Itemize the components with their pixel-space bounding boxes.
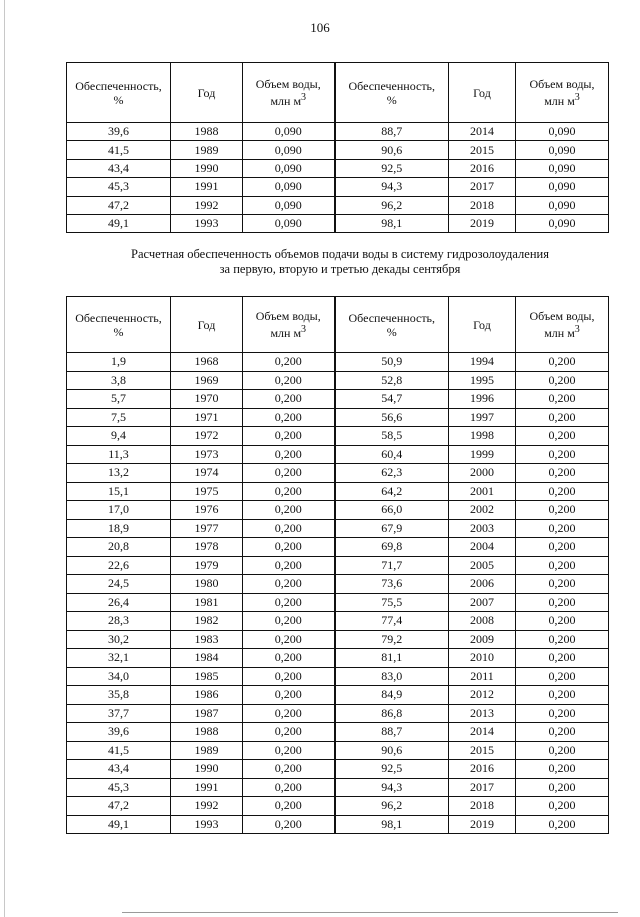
cell-year: 1997 <box>449 408 516 427</box>
cell-year: 2013 <box>449 704 516 723</box>
cell-year: 1989 <box>171 141 243 159</box>
cell-year: 2010 <box>449 649 516 668</box>
cell-security: 98,1 <box>335 815 449 834</box>
cell-year: 1991 <box>171 178 243 196</box>
cell-volume: 0,200 <box>243 612 335 631</box>
cell-volume: 0,200 <box>243 704 335 723</box>
cell-security: 90,6 <box>335 141 449 159</box>
table-row <box>67 408 609 427</box>
cell-year: 2012 <box>449 686 516 705</box>
header-volume: Объем воды, млн $м^3$ <box>516 297 609 353</box>
cell-year: 1979 <box>171 556 243 575</box>
cell-security: 98,1 <box>335 214 449 232</box>
table-row <box>67 141 609 159</box>
cell-volume: 0,200 <box>516 686 609 705</box>
cell-year: 1990 <box>171 159 243 177</box>
cell-security: 49,1 <box>67 815 171 834</box>
cell-security: 94,3 <box>335 178 449 196</box>
cell-volume: 0,200 <box>243 686 335 705</box>
cell-volume: 0,200 <box>243 760 335 779</box>
cell-volume: 0,200 <box>243 371 335 390</box>
cell-volume: 0,200 <box>516 630 609 649</box>
header-year: Год <box>449 297 516 353</box>
cell-volume: 0,200 <box>516 612 609 631</box>
cell-year: 2007 <box>449 593 516 612</box>
cell-volume: 0,200 <box>243 723 335 742</box>
cell-volume: 0,200 <box>516 538 609 557</box>
caption-line: за первую, вторую и третью декады сентября <box>219 262 461 276</box>
table-row <box>67 612 609 631</box>
cell-security: 47,2 <box>67 196 171 214</box>
cell-year: 2004 <box>449 538 516 557</box>
cell-volume: 0,090 <box>516 141 609 159</box>
cell-volume: 0,200 <box>516 797 609 816</box>
cell-security: 35,8 <box>67 686 171 705</box>
table-row <box>67 390 609 409</box>
cell-year: 1995 <box>449 371 516 390</box>
cell-security: 5,7 <box>67 390 171 409</box>
table-body <box>67 123 609 233</box>
table-row <box>67 593 609 612</box>
cell-year: 1969 <box>171 371 243 390</box>
header-volume: Объем воды, млн $м^3$ <box>243 63 335 123</box>
cell-volume: 0,200 <box>516 519 609 538</box>
cell-security: 75,5 <box>335 593 449 612</box>
cell-volume: 0,200 <box>516 556 609 575</box>
table-row <box>67 575 609 594</box>
header-year: Год <box>171 63 243 123</box>
header-volume: Объем воды, млн $м^3$ <box>516 63 609 123</box>
cell-volume: 0,200 <box>516 723 609 742</box>
cell-security: 20,8 <box>67 538 171 557</box>
table-row <box>67 741 609 760</box>
cell-year: 1981 <box>171 593 243 612</box>
cell-year: 2015 <box>449 141 516 159</box>
cell-volume: 0,200 <box>243 482 335 501</box>
cell-volume: 0,090 <box>516 196 609 214</box>
cell-year: 1984 <box>171 649 243 668</box>
table-row <box>67 371 609 390</box>
cell-volume: 0,200 <box>516 593 609 612</box>
cell-year: 1970 <box>171 390 243 409</box>
cell-volume: 0,090 <box>516 159 609 177</box>
cell-year: 1988 <box>171 123 243 141</box>
cell-security: 43,4 <box>67 159 171 177</box>
cell-volume: 0,200 <box>243 353 335 372</box>
cell-volume: 0,200 <box>243 408 335 427</box>
cell-volume: 0,090 <box>516 178 609 196</box>
cell-security: 79,2 <box>335 630 449 649</box>
supply-table-1 <box>66 62 609 233</box>
cell-security: 60,4 <box>335 445 449 464</box>
cell-volume: 0,200 <box>243 593 335 612</box>
cell-volume: 0,200 <box>243 630 335 649</box>
cell-security: 88,7 <box>335 723 449 742</box>
cell-year: 2016 <box>449 760 516 779</box>
table-row <box>67 519 609 538</box>
table-row <box>67 353 609 372</box>
cell-year: 1977 <box>171 519 243 538</box>
cell-security: 58,5 <box>335 427 449 446</box>
cell-security: 83,0 <box>335 667 449 686</box>
cell-volume: 0,090 <box>243 214 335 232</box>
cell-security: 92,5 <box>335 159 449 177</box>
table-body <box>67 353 609 834</box>
cell-volume: 0,200 <box>516 704 609 723</box>
cell-year: 2018 <box>449 797 516 816</box>
cell-volume: 0,200 <box>516 353 609 372</box>
cell-security: 54,7 <box>335 390 449 409</box>
table-row <box>67 501 609 520</box>
cell-security: 39,6 <box>67 723 171 742</box>
cell-volume: 0,200 <box>516 464 609 483</box>
cell-security: 39,6 <box>67 123 171 141</box>
table-row <box>67 482 609 501</box>
cell-security: 22,6 <box>67 556 171 575</box>
cell-year: 1990 <box>171 760 243 779</box>
cell-volume: 0,200 <box>243 427 335 446</box>
cell-year: 2014 <box>449 723 516 742</box>
table-row <box>67 778 609 797</box>
cell-volume: 0,200 <box>516 741 609 760</box>
table-row <box>67 445 609 464</box>
cell-volume: 0,200 <box>243 741 335 760</box>
table-row <box>67 196 609 214</box>
cell-year: 2014 <box>449 123 516 141</box>
cell-security: 56,6 <box>335 408 449 427</box>
header-security: Обеспеченность, % <box>67 63 171 123</box>
cell-year: 1989 <box>171 741 243 760</box>
cell-year: 1992 <box>171 797 243 816</box>
cell-security: 62,3 <box>335 464 449 483</box>
cell-security: 45,3 <box>67 778 171 797</box>
cell-volume: 0,200 <box>243 501 335 520</box>
cell-security: 32,1 <box>67 649 171 668</box>
caption-line: Расчетная обеспеченность объемов подачи воды в систему гидрозолоудаления <box>131 247 549 261</box>
cell-volume: 0,200 <box>516 371 609 390</box>
cell-year: 1994 <box>449 353 516 372</box>
cell-security: 45,3 <box>67 178 171 196</box>
cell-security: 43,4 <box>67 760 171 779</box>
scan-edge-bottom <box>122 912 618 913</box>
cell-security: 9,4 <box>67 427 171 446</box>
cell-security: 13,2 <box>67 464 171 483</box>
cell-volume: 0,090 <box>243 196 335 214</box>
cell-volume: 0,200 <box>516 778 609 797</box>
cell-year: 1971 <box>171 408 243 427</box>
cell-year: 1986 <box>171 686 243 705</box>
cell-security: 86,8 <box>335 704 449 723</box>
table-row <box>67 686 609 705</box>
cell-year: 1975 <box>171 482 243 501</box>
cell-year: 1988 <box>171 723 243 742</box>
cell-security: 24,5 <box>67 575 171 594</box>
table-header-row <box>67 297 609 353</box>
cell-year: 1993 <box>171 815 243 834</box>
cell-volume: 0,200 <box>243 445 335 464</box>
cell-year: 1968 <box>171 353 243 372</box>
cell-year: 2017 <box>449 778 516 797</box>
cell-volume: 0,200 <box>243 797 335 816</box>
cell-year: 1993 <box>171 214 243 232</box>
cell-security: 84,9 <box>335 686 449 705</box>
table-row <box>67 123 609 141</box>
cell-security: 7,5 <box>67 408 171 427</box>
cell-security: 17,0 <box>67 501 171 520</box>
cell-security: 11,3 <box>67 445 171 464</box>
table-row <box>67 538 609 557</box>
cell-security: 28,3 <box>67 612 171 631</box>
cell-year: 2005 <box>449 556 516 575</box>
cell-year: 2019 <box>449 815 516 834</box>
cell-volume: 0,200 <box>243 575 335 594</box>
cell-security: 47,2 <box>67 797 171 816</box>
cell-volume: 0,200 <box>516 501 609 520</box>
cell-security: 34,0 <box>67 667 171 686</box>
table-row <box>67 797 609 816</box>
cell-volume: 0,200 <box>243 390 335 409</box>
cell-security: 37,7 <box>67 704 171 723</box>
cell-security: 41,5 <box>67 741 171 760</box>
cell-volume: 0,200 <box>516 390 609 409</box>
cell-year: 2000 <box>449 464 516 483</box>
cell-volume: 0,200 <box>516 815 609 834</box>
cell-volume: 0,200 <box>516 482 609 501</box>
cell-volume: 0,200 <box>516 427 609 446</box>
cell-security: 64,2 <box>335 482 449 501</box>
cell-security: 1,9 <box>67 353 171 372</box>
cell-volume: 0,090 <box>516 214 609 232</box>
cell-security: 3,8 <box>67 371 171 390</box>
cell-volume: 0,200 <box>243 778 335 797</box>
cell-year: 1991 <box>171 778 243 797</box>
cell-year: 2011 <box>449 667 516 686</box>
cell-volume: 0,200 <box>243 464 335 483</box>
header-security: Обеспеченность, % <box>67 297 171 353</box>
cell-security: 18,9 <box>67 519 171 538</box>
cell-volume: 0,090 <box>243 123 335 141</box>
cell-security: 73,6 <box>335 575 449 594</box>
cell-year: 2003 <box>449 519 516 538</box>
cell-volume: 0,090 <box>243 178 335 196</box>
cell-year: 2002 <box>449 501 516 520</box>
cell-year: 1972 <box>171 427 243 446</box>
table-row <box>67 464 609 483</box>
supply-table-2 <box>66 296 609 834</box>
table-row <box>67 178 609 196</box>
table-header-row <box>67 63 609 123</box>
cell-security: 96,2 <box>335 196 449 214</box>
cell-volume: 0,200 <box>516 408 609 427</box>
cell-year: 1998 <box>449 427 516 446</box>
table-row <box>67 556 609 575</box>
cell-year: 1982 <box>171 612 243 631</box>
table-row <box>67 667 609 686</box>
cell-year: 1974 <box>171 464 243 483</box>
cell-volume: 0,200 <box>516 575 609 594</box>
cell-volume: 0,200 <box>243 538 335 557</box>
cell-volume: 0,200 <box>243 649 335 668</box>
table-row <box>67 649 609 668</box>
cell-volume: 0,090 <box>243 141 335 159</box>
cell-year: 1999 <box>449 445 516 464</box>
cell-security: 92,5 <box>335 760 449 779</box>
cell-volume: 0,200 <box>516 649 609 668</box>
header-security: Обеспеченность, % <box>335 297 449 353</box>
cell-security: 81,1 <box>335 649 449 668</box>
cell-year: 2018 <box>449 196 516 214</box>
cell-year: 1987 <box>171 704 243 723</box>
cell-year: 2009 <box>449 630 516 649</box>
cell-year: 2006 <box>449 575 516 594</box>
cell-volume: 0,200 <box>243 815 335 834</box>
cell-security: 96,2 <box>335 797 449 816</box>
cell-security: 71,7 <box>335 556 449 575</box>
cell-year: 2015 <box>449 741 516 760</box>
cell-year: 1980 <box>171 575 243 594</box>
table-row <box>67 214 609 232</box>
page-number: 106 <box>310 20 330 35</box>
cell-volume: 0,200 <box>243 519 335 538</box>
cell-security: 52,8 <box>335 371 449 390</box>
cell-security: 50,9 <box>335 353 449 372</box>
table-row <box>67 704 609 723</box>
table-row <box>67 159 609 177</box>
cell-security: 90,6 <box>335 741 449 760</box>
cell-security: 66,0 <box>335 501 449 520</box>
cell-volume: 0,090 <box>243 159 335 177</box>
table-row <box>67 427 609 446</box>
cell-year: 1992 <box>171 196 243 214</box>
cell-year: 1983 <box>171 630 243 649</box>
cell-security: 49,1 <box>67 214 171 232</box>
cell-year: 2019 <box>449 214 516 232</box>
table-caption <box>80 247 600 277</box>
cell-security: 41,5 <box>67 141 171 159</box>
cell-volume: 0,200 <box>516 667 609 686</box>
cell-year: 1978 <box>171 538 243 557</box>
cell-volume: 0,090 <box>516 123 609 141</box>
cell-security: 26,4 <box>67 593 171 612</box>
cell-volume: 0,200 <box>243 667 335 686</box>
header-year: Год <box>449 63 516 123</box>
table-row <box>67 815 609 834</box>
table-row <box>67 723 609 742</box>
table-row <box>67 630 609 649</box>
cell-volume: 0,200 <box>516 445 609 464</box>
table-row <box>67 760 609 779</box>
cell-year: 2016 <box>449 159 516 177</box>
cell-year: 1985 <box>171 667 243 686</box>
header-volume: Объем воды, млн $м^3$ <box>243 297 335 353</box>
cell-security: 15,1 <box>67 482 171 501</box>
header-year: Год <box>171 297 243 353</box>
cell-year: 1976 <box>171 501 243 520</box>
cell-year: 2008 <box>449 612 516 631</box>
cell-security: 69,8 <box>335 538 449 557</box>
cell-security: 67,9 <box>335 519 449 538</box>
cell-year: 2017 <box>449 178 516 196</box>
cell-year: 2001 <box>449 482 516 501</box>
cell-security: 30,2 <box>67 630 171 649</box>
cell-year: 1996 <box>449 390 516 409</box>
cell-security: 94,3 <box>335 778 449 797</box>
header-security: Обеспеченность, % <box>335 63 449 123</box>
cell-volume: 0,200 <box>516 760 609 779</box>
cell-volume: 0,200 <box>243 556 335 575</box>
cell-security: 88,7 <box>335 123 449 141</box>
cell-security: 77,4 <box>335 612 449 631</box>
cell-year: 1973 <box>171 445 243 464</box>
scan-edge-left <box>4 0 5 917</box>
